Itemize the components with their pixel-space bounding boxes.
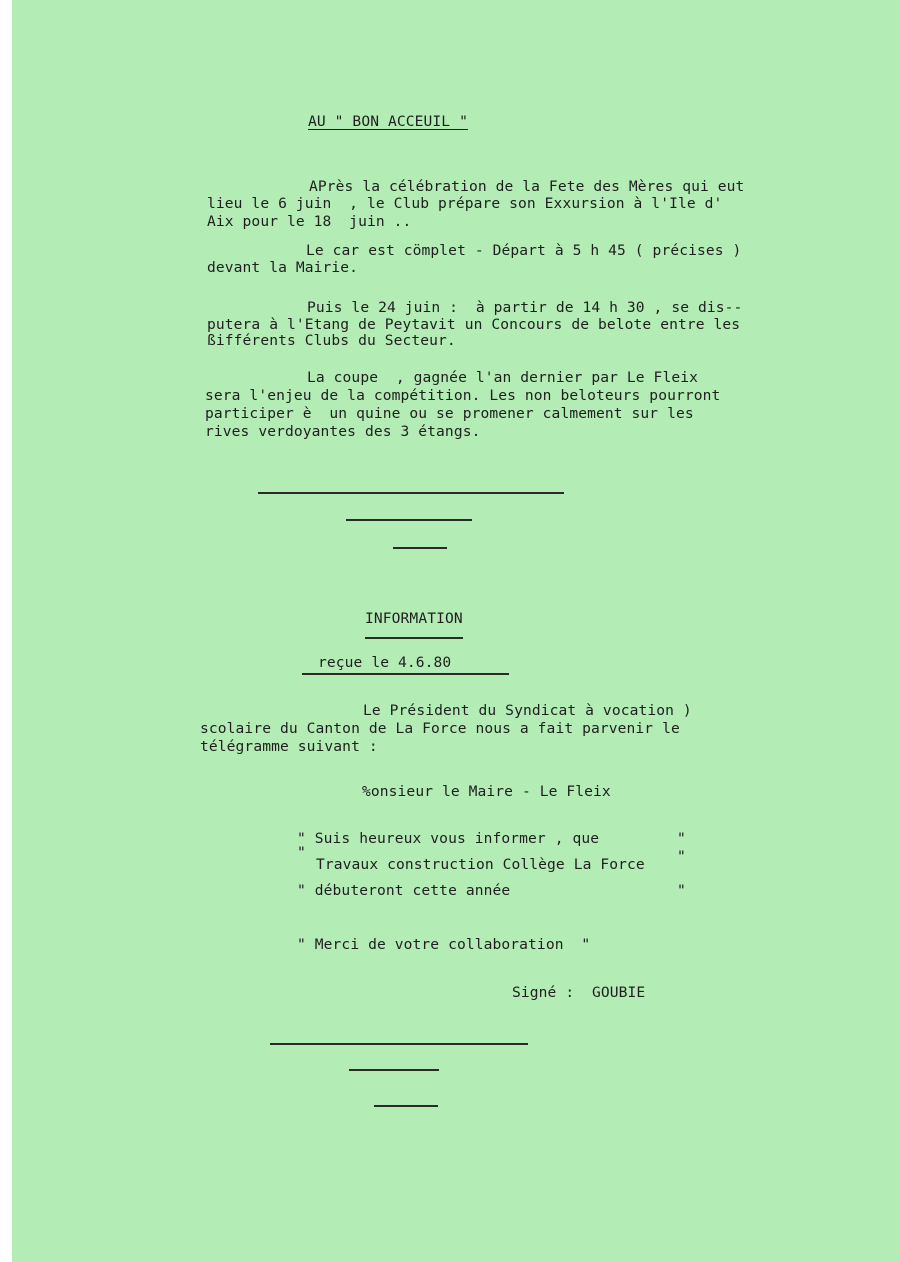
heading-underline — [365, 637, 463, 639]
article1-p2-line1: Le car est cömplet - Départ à 5 h 45 ( précises ) — [306, 242, 742, 259]
telegram-line1: " Suis heureux vous informer , que — [297, 830, 600, 847]
article1-p4-line2: sera l'enjeu de la compétition. Les non beloteurs pourront — [205, 387, 721, 404]
article1-p2-line2: devant la Mairie. — [207, 259, 359, 276]
received-underline — [302, 673, 509, 675]
telegram-quote-left-2: " — [297, 844, 306, 861]
article1-p1-line2: lieu le 6 juin , le Club prépare son Exxursion à l'Ile d' — [207, 195, 723, 212]
article1-p3-line3: ßifférents Clubs du Secteur. — [207, 332, 456, 349]
separator-medium-2 — [349, 1069, 439, 1071]
separator-short-2 — [374, 1105, 438, 1107]
article1-p3-line2: putera à l'Etang de Peytavit un Concours de belote entre les — [207, 316, 741, 333]
separator-short — [393, 547, 447, 549]
article1-p4-line4: rives verdoyantes des 3 étangs. — [205, 423, 481, 440]
separator-medium — [346, 519, 472, 521]
article1-p3-line1: Puis le 24 juin : à partir de 14 h 30 , se dis-- — [307, 299, 743, 316]
telegram-quote-right-1: " — [677, 830, 686, 847]
intro-line3: télégramme suivant : — [200, 738, 378, 755]
telegram-quote-right-3: " — [677, 882, 686, 899]
received-date: reçue le 4.6.80 — [318, 654, 452, 671]
telegram-quote-right-2: " — [677, 848, 686, 865]
article1-p1-line1: APrès la célébration de la Fete des Mères qui eut — [309, 178, 745, 195]
telegram-addressee: %onsieur le Maire - Le Fleix — [362, 783, 611, 800]
article1-p1-line3: Aix pour le 18 juin .. — [207, 213, 412, 230]
intro-line1: Le Président du Syndicat à vocation ) — [363, 702, 692, 719]
article1-p4-line1: La coupe , gagnée l'an dernier par Le Fleix — [307, 369, 698, 386]
signature: Signé : GOUBIE — [512, 984, 646, 1001]
thanks-line: " Merci de votre collaboration " — [297, 936, 591, 953]
telegram-line3: " débuteront cette année — [297, 882, 511, 899]
separator-long — [258, 492, 564, 494]
separator-long-2 — [270, 1043, 528, 1045]
article-title: AU " BON ACCEUIL " — [308, 113, 468, 130]
intro-line2: scolaire du Canton de La Force nous a fait parvenir le — [200, 720, 680, 737]
information-heading: INFORMATION — [365, 610, 463, 627]
article1-p4-line3: participer è un quine ou se promener calmement sur les — [205, 405, 694, 422]
telegram-line2: Travaux construction Collège La Force — [316, 856, 645, 873]
